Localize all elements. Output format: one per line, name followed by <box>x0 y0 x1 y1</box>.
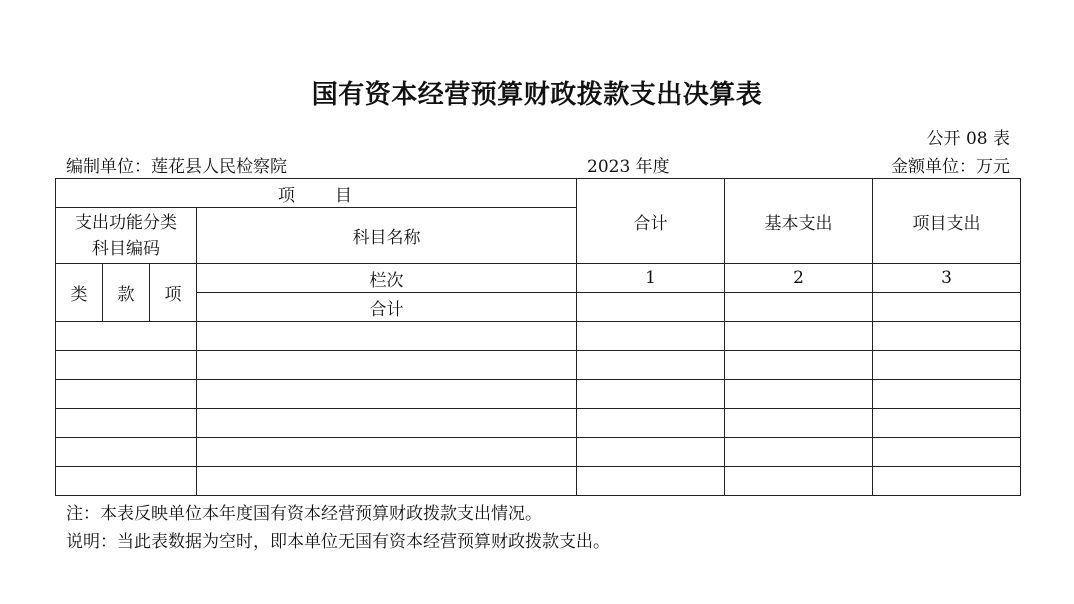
table-cell <box>725 351 873 380</box>
header-total: 合计 <box>577 179 725 264</box>
explanation-text: 说明：当此表数据为空时，即本单位无国有资本经营预算财政拨款支出。 <box>66 532 610 552</box>
header-subject-name: 科目名称 <box>197 208 577 264</box>
header-item: 项 目 <box>56 179 577 208</box>
table-cell <box>577 467 725 496</box>
header-class: 类 <box>56 264 103 322</box>
total-cell <box>577 293 725 322</box>
header-basic-expenditure: 基本支出 <box>725 179 873 264</box>
table-cell <box>873 438 1021 467</box>
table-cell <box>197 380 577 409</box>
table-cell <box>577 322 725 351</box>
table-cell <box>197 351 577 380</box>
table-cell <box>56 351 197 380</box>
table-cell <box>725 438 873 467</box>
compiling-unit: 编制单位：莲花县人民检察院 <box>66 157 287 177</box>
table-cell <box>577 409 725 438</box>
col-number-3: 3 <box>873 264 1021 293</box>
table-cell <box>577 351 725 380</box>
form-number: 公开 08 表 <box>926 129 1010 149</box>
table-cell <box>197 438 577 467</box>
column-number-row <box>56 264 1021 293</box>
col-number-1: 1 <box>577 264 725 293</box>
table-row <box>56 467 1021 496</box>
note-text: 注：本表反映单位本年度国有资本经营预算财政拨款支出情况。 <box>66 504 542 524</box>
table-cell <box>725 467 873 496</box>
table-cell <box>725 409 873 438</box>
table-cell <box>725 380 873 409</box>
notes-block <box>66 500 610 556</box>
table-row <box>56 322 1021 351</box>
header-kuan: 款 <box>103 264 150 322</box>
col-number-2: 2 <box>725 264 873 293</box>
table-cell <box>873 467 1021 496</box>
header-row-1 <box>56 179 1021 208</box>
table-row <box>56 351 1021 380</box>
table-cell <box>577 438 725 467</box>
table-cell <box>873 351 1021 380</box>
page-title: 国有资本经营预算财政拨款支出决算表 <box>311 80 763 110</box>
table-cell <box>56 322 197 351</box>
function-code-line-1: 支出功能分类 <box>75 212 177 233</box>
table-cell <box>197 409 577 438</box>
table-cell <box>56 409 197 438</box>
table-cell <box>197 467 577 496</box>
table-cell <box>56 467 197 496</box>
money-unit: 金额单位：万元 <box>891 157 1010 177</box>
table-cell <box>56 438 197 467</box>
total-row <box>56 293 1021 322</box>
table-cell <box>873 380 1021 409</box>
total-cell <box>873 293 1021 322</box>
table-cell <box>56 380 197 409</box>
table-row <box>56 380 1021 409</box>
fiscal-year: 2023 年度 <box>587 157 670 177</box>
row-total-label: 合计 <box>197 293 577 322</box>
table-cell <box>873 409 1021 438</box>
function-code-line-2: 科目编码 <box>92 238 160 259</box>
table-cell <box>873 322 1021 351</box>
table-cell <box>197 322 577 351</box>
header-xiang: 项 <box>150 264 197 322</box>
table-row <box>56 438 1021 467</box>
table-row <box>56 409 1021 438</box>
table-cell <box>725 322 873 351</box>
header-function-code <box>56 208 197 264</box>
header-project-expenditure: 项目支出 <box>873 179 1021 264</box>
row-lanci-label: 栏次 <box>197 264 577 293</box>
total-cell <box>725 293 873 322</box>
table-cell <box>577 380 725 409</box>
expenditure-table <box>55 178 1021 496</box>
